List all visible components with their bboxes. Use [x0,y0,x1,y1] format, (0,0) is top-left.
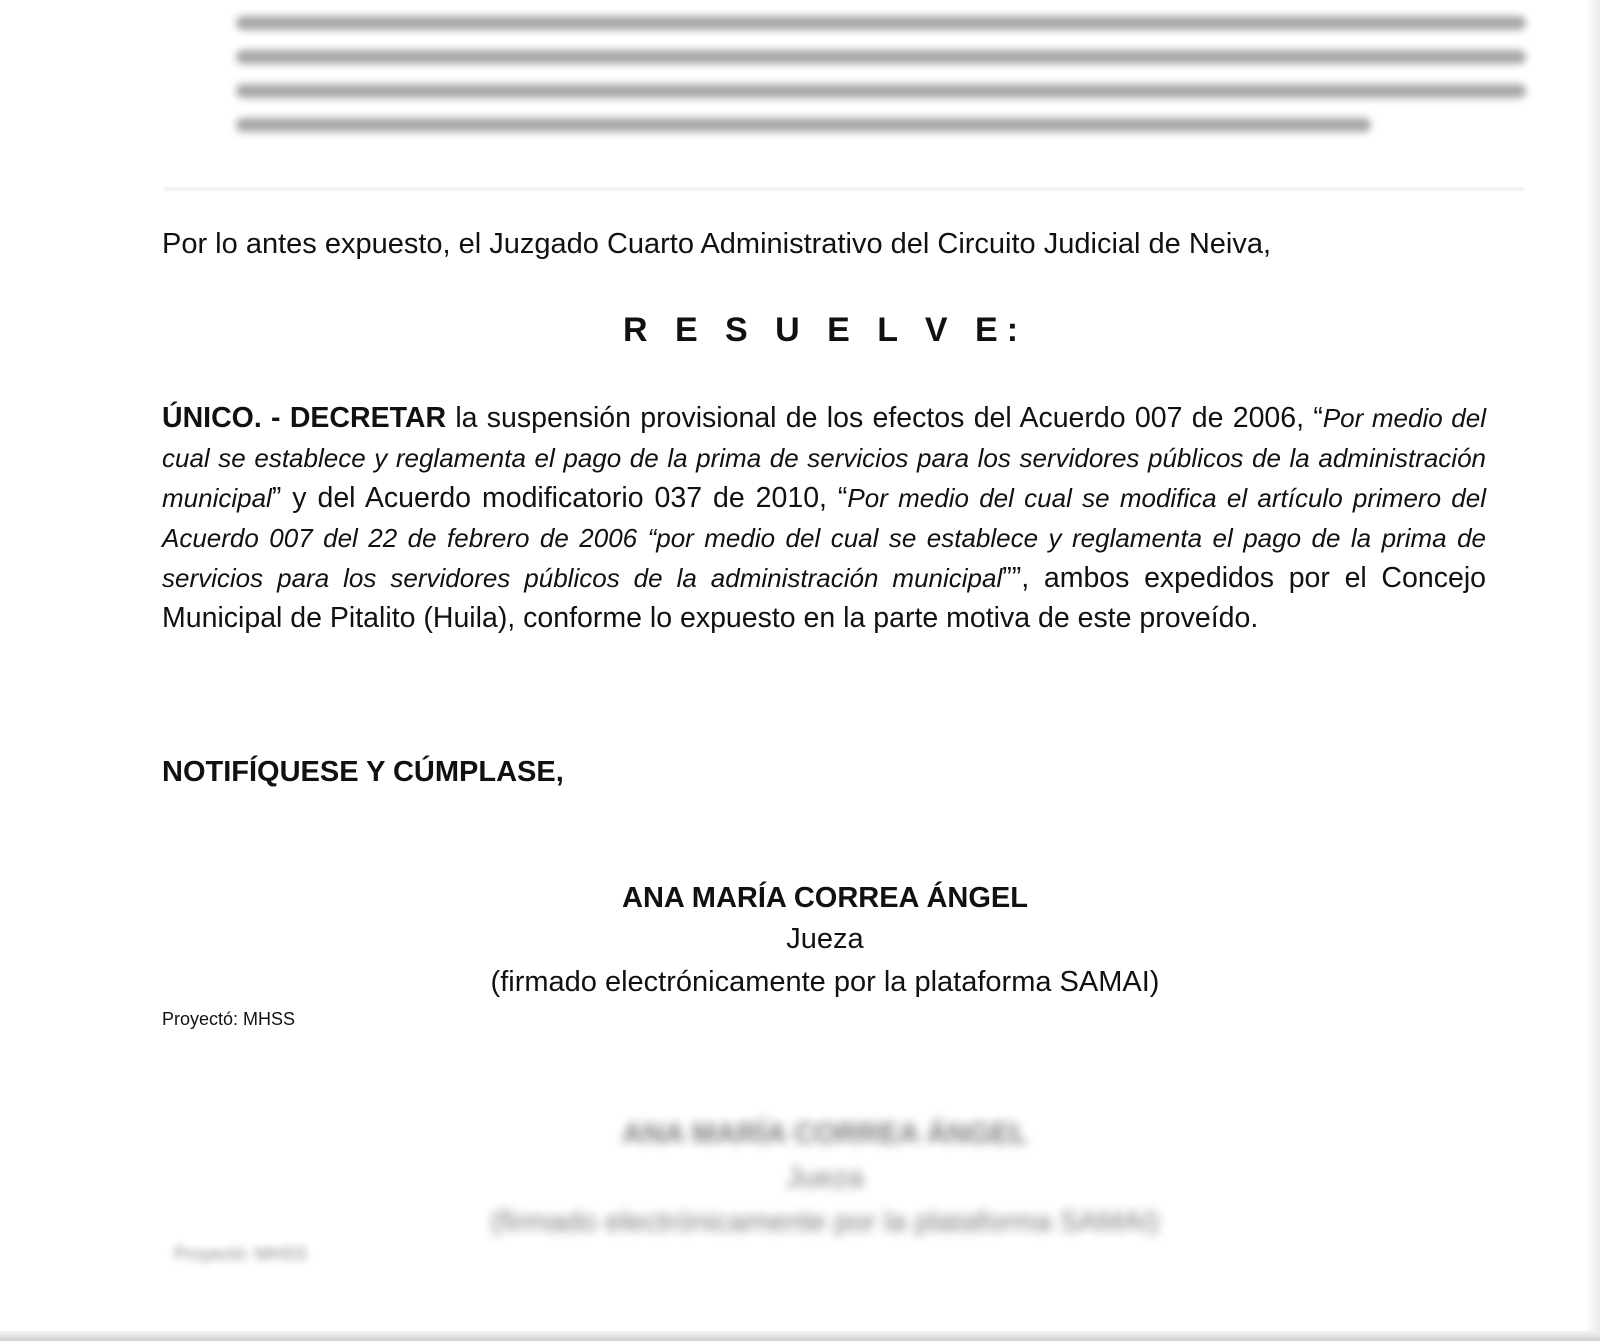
blurred-signer-role: Jueza [786,1162,864,1194]
decision-text-1: la suspensión provisional de los efectos del Acuerdo 007 de 2006, “ [446,402,1323,434]
decision-text-3: ””, ambos expedidos por el Concejo Municipal de Pitalito (Huila), conforme lo expuesto en la parte motiva de este proveído. [162,562,1486,634]
page-right-edge [1586,0,1600,1341]
blurred-signature-block [0,1112,1600,1244]
closing-formula: NOTIFÍQUESE Y CÚMPLASE, [162,756,564,788]
signer-name: ANA MARÍA CORREA ÁNGEL [622,882,1028,914]
resolve-heading: R E S U E L V E: [622,311,1028,349]
decision-quote-1: Por medio del cual se establece y reglamenta el pago de la prima de servicios para los servidores públicos de la administración municipal [162,403,1486,513]
decision-paragraph [162,398,1486,638]
intro-paragraph: Por lo antes expuesto, el Juzgado Cuarto Administrativo del Circuito Judicial de Neiva, [162,228,1272,260]
section-divider [165,188,1525,190]
decision-quote-2: Por medio del cual se modifica el artículo primero del Acuerdo 007 del 22 de febrero de 2006 “por medio del cual se establece y reglamenta el pago de la prima de servicios para los servidores públicos de la administración municipal [162,483,1486,593]
blurred-signature-note: (firmado electrónicamente por la plataforma SAMAI) [490,1206,1160,1238]
blurred-quotation-block [236,16,1526,166]
blurred-signer-name: ANA MARÍA CORREA ÁNGEL [622,1118,1028,1150]
signature-note: (firmado electrónicamente por la plataforma SAMAI) [490,966,1160,998]
projected-by: Proyectó: MHSS [162,1009,296,1029]
blurred-projected-by: Proyectó: MHSS [174,1244,308,1264]
signer-role: Jueza [786,923,864,955]
page-bottom-edge [0,1331,1600,1341]
decision-text-2: ” y del Acuerdo modificatorio 037 de 2010, “ [271,482,848,514]
decision-lead: ÚNICO. - DECRETAR [162,402,447,434]
signature-block [0,878,1600,1004]
